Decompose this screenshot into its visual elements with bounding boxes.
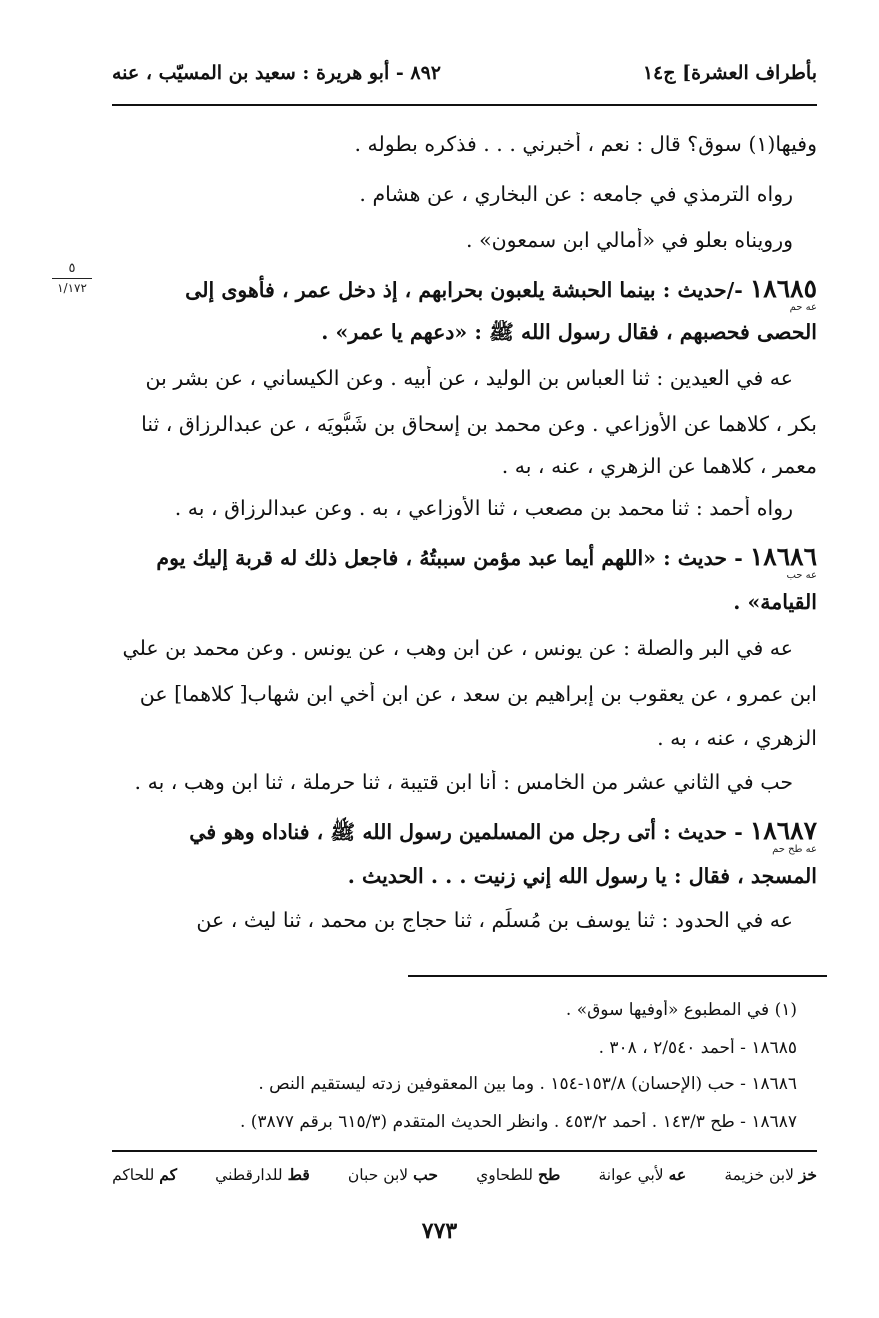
legend-divider [112,1150,817,1152]
hadith-number: ١٨٦٨٧ [749,816,817,845]
hadith-sigla: عه حم [789,302,817,313]
hadith-number: ١٨٦٨٥ [749,274,817,303]
margin-bar [52,278,92,279]
abbreviation-legend [112,1165,817,1189]
footnote: ١٨٦٨٧ - طح ١٤٣/٣ . أحمد ٤٥٣/٢ . وانظر الحديث المتقدم (٦١٥/٣ برقم ٣٨٧٧) . [239,1112,797,1132]
footnote: (١) في المطبوع «أوفيها سوق» . [565,1000,797,1020]
hadith-text: -/حديث : بينما الحبشة يلعبون بحرابهم ، إذ دخل عمر ، فأهوى إلى [185,278,743,302]
hadith-sigla: عه طح حم [772,844,817,855]
hadith-sigla: عه حب [786,570,817,581]
body-line: عه في الحدود : ثنا يوسف بن مُسلِّم ، ثنا حجاج بن محمد ، ثنا ليث ، عن [196,908,793,932]
body-line: ورويناه بعلو في «أمالي ابن سمعون» . [466,228,793,252]
legend-item: خز لابن خزيمة [724,1165,817,1184]
legend-item: قط للدارقطني [215,1165,310,1184]
legend-item: طح للطحاوي [476,1165,561,1184]
hadith-heading-18687 [112,816,817,846]
margin-mark: ٥ [68,261,76,276]
header-left: ٨٩٢ - أبو هريرة : سعيد بن المسيّب ، عنه [112,62,441,84]
body-line: الزهري ، عنه ، به . [657,726,817,750]
body-line: معمر ، كلاهما عن الزهري ، عنه ، به . [501,454,817,478]
running-header [112,56,817,90]
hadith-heading-18686 [112,542,817,572]
hadith-number: ١٨٦٨٦ [749,542,817,571]
footnote-divider [408,975,827,977]
body-line: المسجد ، فقال : يا رسول الله إني زنيت . . . الحديث . [347,864,817,888]
margin-reference [46,262,98,295]
legend-item: عه لأبي عوانة [598,1165,687,1184]
hadith-heading-18685 [112,274,817,304]
margin-ref: ١/١٧٢ [57,281,87,295]
hadith-text: - حديث : «اللهم أيما عبد مؤمن سببتُهُ ، فاجعل ذلك له قربة إليك يوم [156,546,743,570]
hadith-text: - حديث : أتى رجل من المسلمين رسول الله ﷺ ، فناداه وهو في [189,820,743,844]
header-right: بأطراف العشرة] ج١٤ [642,62,817,84]
body-line: القيامة» . [733,590,817,614]
footnote: ١٨٦٨٥ - أحمد ٢/٥٤٠ ، ٣٠٨ . [598,1038,797,1058]
page-number: ٧٧٣ [421,1218,458,1244]
body-line: بكر ، كلاهما عن الأوزاعي . وعن محمد بن إسحاق بن شَبُّويَه ، عن عبدالرزاق ، ثنا [141,412,817,436]
body-line: عه في البر والصلة : عن يونس ، عن ابن وهب ، عن يونس . وعن محمد بن علي [122,636,793,660]
footnote: ١٨٦٨٦ - حب (الإحسان) ١٥٣/٨-١٥٤ . وما بين المعقوفين زدته ليستقيم النص . [258,1074,797,1094]
body-line: رواه أحمد : ثنا محمد بن مصعب ، ثنا الأوزاعي ، به . وعن عبدالرزاق ، به . [174,496,793,520]
body-line: ابن عمرو ، عن يعقوب بن إبراهيم بن سعد ، عن ابن أخي ابن شهاب[ كلاهما] عن [139,682,817,706]
legend-item: كم للحاكم [112,1165,177,1184]
body-line: حب في الثاني عشر من الخامس : أنا ابن قتيبة ، ثنا حرملة ، ثنا ابن وهب ، به . [134,770,793,794]
header-divider [112,104,817,106]
legend-item: حب لابن حبان [347,1165,438,1184]
body-line: الحصى فحصبهم ، فقال رسول الله ﷺ : «دعهم يا عمر» . [321,320,817,344]
body-line: رواه الترمذي في جامعه : عن البخاري ، عن هشام . [359,182,793,206]
body-line: عه في العيدين : ثنا العباس بن الوليد ، عن أبيه . وعن الكيساني ، عن بشر بن [145,366,793,390]
body-line: وفيها(١) سوق؟ قال : نعم ، أخبرني . . . فذكره بطوله . [354,132,817,156]
